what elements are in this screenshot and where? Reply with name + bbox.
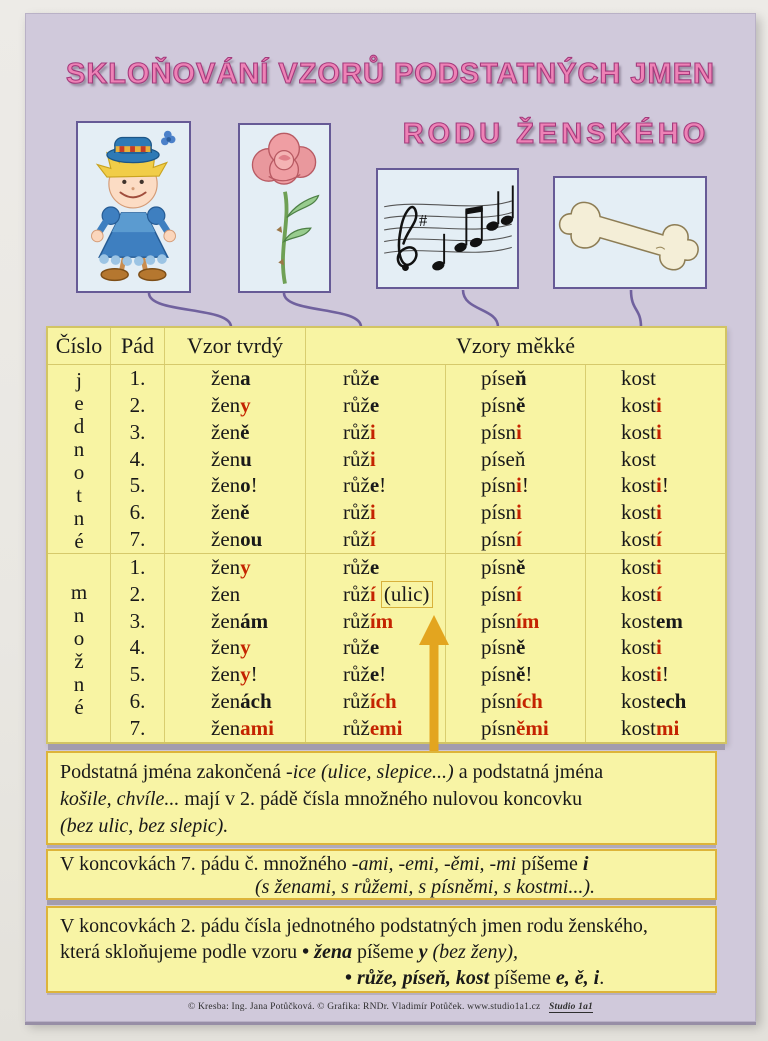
word-cell: kosti: [621, 392, 662, 417]
case-number: 7.: [111, 526, 165, 553]
note-line: košile, chvíle... mají v 2. pádě čísla množného nulovou koncovku: [60, 788, 583, 810]
note-line: Podstatná jména zakončená -ice (ulice, slepice...) a podstatná jména: [60, 761, 604, 783]
case-number: 5.: [111, 472, 165, 499]
header-pad: Pád: [111, 328, 165, 364]
word-cell: písně: [446, 392, 586, 419]
word-cell: růží: [306, 526, 446, 553]
note-line: (bez ulic, bez slepic).: [60, 815, 229, 837]
word-cell: ženy: [165, 634, 306, 661]
rose-illustration: [240, 125, 329, 291]
word-cell: ženách: [165, 688, 306, 715]
word-cell: kost: [621, 446, 657, 471]
word-cell: písni: [446, 419, 586, 446]
word-cell: růži: [306, 499, 446, 526]
word-cell: růže: [306, 392, 446, 419]
case-number: 5.: [111, 661, 165, 688]
word-cell: píseň: [446, 365, 586, 392]
word-cell: ženo!: [165, 472, 306, 499]
bone-picture-box: [553, 176, 707, 289]
word-cell: ženami: [165, 715, 306, 742]
girl-picture-box: [76, 121, 191, 293]
word-cell: růže: [306, 634, 446, 661]
case-number: 3.: [111, 608, 165, 635]
note-line: V koncovkách 7. pádu č. množného -ami, -emi, -ěmi, -mi píšeme i: [60, 853, 589, 875]
word-cell: růžemi: [306, 715, 446, 742]
word-cell: růžích: [306, 688, 446, 715]
word-cell: písních: [446, 688, 586, 715]
studio-logo: Studio 1a1: [549, 1002, 593, 1012]
note-7th-case: [46, 849, 717, 900]
word-cell: růže!: [306, 472, 446, 499]
word-cell: kostí: [621, 527, 662, 552]
word-cell: ženám: [165, 608, 306, 635]
case-number: 6.: [111, 688, 165, 715]
word-cell: ženě: [165, 499, 306, 526]
word-cell: růže!: [306, 661, 446, 688]
grammatical-number-label: j e d n o t n é: [48, 365, 111, 553]
credits-text: © Kresba: Ing. Jana Potůčková. © Grafika: RNDr. Vladimír Potůček. www.studio1a1.cz: [187, 1002, 541, 1012]
table-section: [48, 553, 725, 742]
word-cell: kosti: [621, 419, 662, 444]
word-cell: písni: [446, 499, 586, 526]
table-section: [48, 365, 725, 553]
word-cell: růží (ulic): [306, 581, 446, 608]
word-cell: růže: [306, 554, 446, 581]
word-cell: ženy!: [165, 661, 306, 688]
case-number: 2.: [111, 581, 165, 608]
case-number: 6.: [111, 499, 165, 526]
word-cell: ženou: [165, 526, 306, 553]
case-number: 4.: [111, 446, 165, 473]
bone-illustration: [555, 178, 705, 287]
word-cell: růže: [306, 365, 446, 392]
word-cell: písně: [446, 634, 586, 661]
word-cell: písněmi: [446, 715, 586, 742]
rose-picture-box: [238, 123, 331, 293]
word-cell: žena: [165, 365, 306, 392]
word-cell: kostem: [621, 608, 683, 633]
word-cell: kostmi: [621, 715, 680, 740]
header-cislo: Číslo: [48, 328, 111, 364]
girl-illustration: [78, 123, 189, 291]
case-number: 1.: [111, 554, 165, 581]
word-cell: kosti: [621, 635, 662, 660]
footer-credits: [26, 1002, 755, 1012]
word-cell: písní: [446, 581, 586, 608]
word-cell: kostech: [621, 689, 687, 714]
case-number: 3.: [111, 419, 165, 446]
word-cell: písni!: [446, 472, 586, 499]
word-cell: ženu: [165, 446, 306, 473]
case-number: 7.: [111, 715, 165, 742]
note-line: V koncovkách 2. pádu čísla jednotného podstatných jmen rodu ženského,: [60, 915, 648, 937]
word-cell: kosti!: [621, 662, 669, 687]
note-line: • růže, píseň, kost píšeme e, ě, i.: [345, 967, 605, 989]
music-picture-box: [376, 168, 519, 289]
svg-text:#: #: [418, 211, 428, 231]
table-body: [48, 365, 725, 742]
word-cell: kosti: [621, 554, 662, 579]
word-cell: růži: [306, 446, 446, 473]
word-cell: kostí: [621, 581, 662, 606]
note-2nd-case: [46, 906, 717, 993]
case-number: 2.: [111, 392, 165, 419]
word-cell: ženy: [165, 392, 306, 419]
grammatical-number-label: m n o ž n é: [48, 554, 111, 742]
word-cell: žen: [165, 581, 306, 608]
word-cell: písně: [446, 554, 586, 581]
page-title: SKLOŇOVÁNÍ VZORŮ PODSTATNÝCH JMEN: [65, 58, 715, 90]
word-cell: ženy: [165, 554, 306, 581]
poster: [25, 13, 756, 1022]
word-cell: kost: [621, 366, 657, 390]
declension-table: [46, 326, 727, 744]
page-subtitle: RODU ŽENSKÉHO: [402, 118, 710, 150]
word-cell: růžím: [306, 608, 446, 635]
table-header-row: [48, 328, 725, 365]
word-cell: kosti: [621, 500, 662, 525]
case-number: 4.: [111, 634, 165, 661]
word-cell: písní: [446, 526, 586, 553]
note-line: (s ženami, s růžemi, s písněmi, s kostmi...).: [255, 876, 595, 898]
header-vzory-mekke: Vzory měkké: [455, 333, 576, 358]
note-ice-ending: [46, 751, 717, 845]
note-line: která skloňujeme podle vzoru • žena píšeme y (bez ženy),: [60, 941, 519, 963]
word-cell: písně!: [446, 661, 586, 688]
word-cell: kosti!: [621, 473, 669, 498]
word-cell: ženě: [165, 419, 306, 446]
music-notes-illustration: [378, 170, 517, 287]
word-cell: písním: [446, 608, 586, 635]
word-cell: růži: [306, 419, 446, 446]
header-vzor-tvrdy: Vzor tvrdý: [165, 328, 306, 364]
case-number: 1.: [111, 365, 165, 392]
word-cell: píseň: [446, 446, 586, 473]
